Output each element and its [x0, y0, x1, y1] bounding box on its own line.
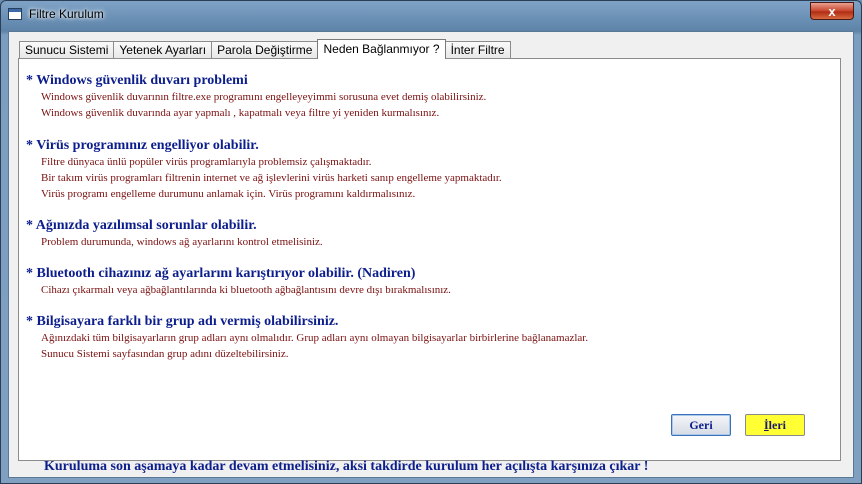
section-antivirus [26, 138, 502, 202]
section-line: Windows güvenlik duvarının filtre.exe programını engelleyeyimmi sorusuna evet demiş olabilirsiniz. [41, 91, 487, 103]
window-title: Filtre Kurulum [29, 7, 104, 21]
section-bluetooth [26, 266, 451, 298]
tab-inter-filtre[interactable]: İnter Filtre [445, 41, 511, 59]
tab-panel [18, 58, 841, 461]
next-button[interactable] [745, 414, 805, 436]
tab-parola-degistirme[interactable]: Parola Değiştirme [211, 41, 318, 59]
section-line: Problem durumunda, windows ağ ayarlarını kontrol etmelisiniz. [41, 236, 323, 248]
section-title: * Bilgisayara farklı bir grup adı vermiş olabilirsiniz. [26, 314, 339, 329]
close-button[interactable]: x [810, 2, 854, 20]
next-button-label: leri [768, 418, 786, 432]
section-title: * Windows güvenlik duvarı problemi [26, 73, 248, 88]
section-firewall [26, 73, 486, 121]
section-title: * Bluetooth cihazınız ağ ayarlarını karıştırıyor olabilir. (Nadiren) [26, 266, 416, 281]
tab-sunucu-sistemi[interactable]: Sunucu Sistemi [19, 41, 114, 59]
tab-yetenek-ayarlari[interactable]: Yetenek Ayarları [113, 41, 212, 59]
section-line: Sunucu Sistemi sayfasından grup adını düzeltebilirsiniz. [41, 348, 289, 360]
section-title: * Virüs programınız engelliyor olabilir. [26, 138, 259, 153]
section-line: Bir takım virüs programları filtrenin internet ve ağ işlevlerini virüs harketi sanıp engelleme yapmaktadır. [41, 172, 502, 184]
tab-neden-baglanmiyor[interactable]: Neden Bağlanmıyor ? [317, 39, 445, 59]
section-line: Cihazı çıkarmalı veya ağbağlantılarında ki bluetooth ağbağlantısını devre dışı bırakmalısınız. [41, 284, 451, 296]
client-area [8, 31, 854, 478]
section-line: Filtre dünyaca ünlü popüler virüs programlarıyla problemsiz çalışmaktadır. [41, 156, 372, 168]
section-network-software [26, 218, 323, 250]
app-window-icon [8, 8, 22, 20]
section-line: Windows güvenlik duvarında ayar yapmalı , kapatmalı veya filtre yi yeniden kurmalısınız. [41, 107, 440, 119]
title-bar[interactable] [1, 1, 861, 31]
tab-strip [19, 39, 510, 59]
section-group-name [26, 314, 588, 362]
next-button-accel: İ [764, 418, 769, 432]
section-line: Ağınızdaki tüm bilgisayarların grup adları aynı olmalıdır. Grup adları aynı olmayan bilgisayarlar birbirlerine bağlanamazlar. [41, 332, 589, 344]
section-line: Virüs programı engelleme durumunu anlamak için. Virüs programını kaldırmalısınız. [41, 188, 416, 200]
back-button[interactable]: Geri [671, 414, 731, 436]
footer-warning: Kuruluma son aşamaya kadar devam etmelisiniz, aksi takdirde kurulum her açılışta karşınıza çıkar ! [44, 459, 649, 474]
section-title: * Ağınızda yazılımsal sorunlar olabilir. [26, 218, 257, 233]
